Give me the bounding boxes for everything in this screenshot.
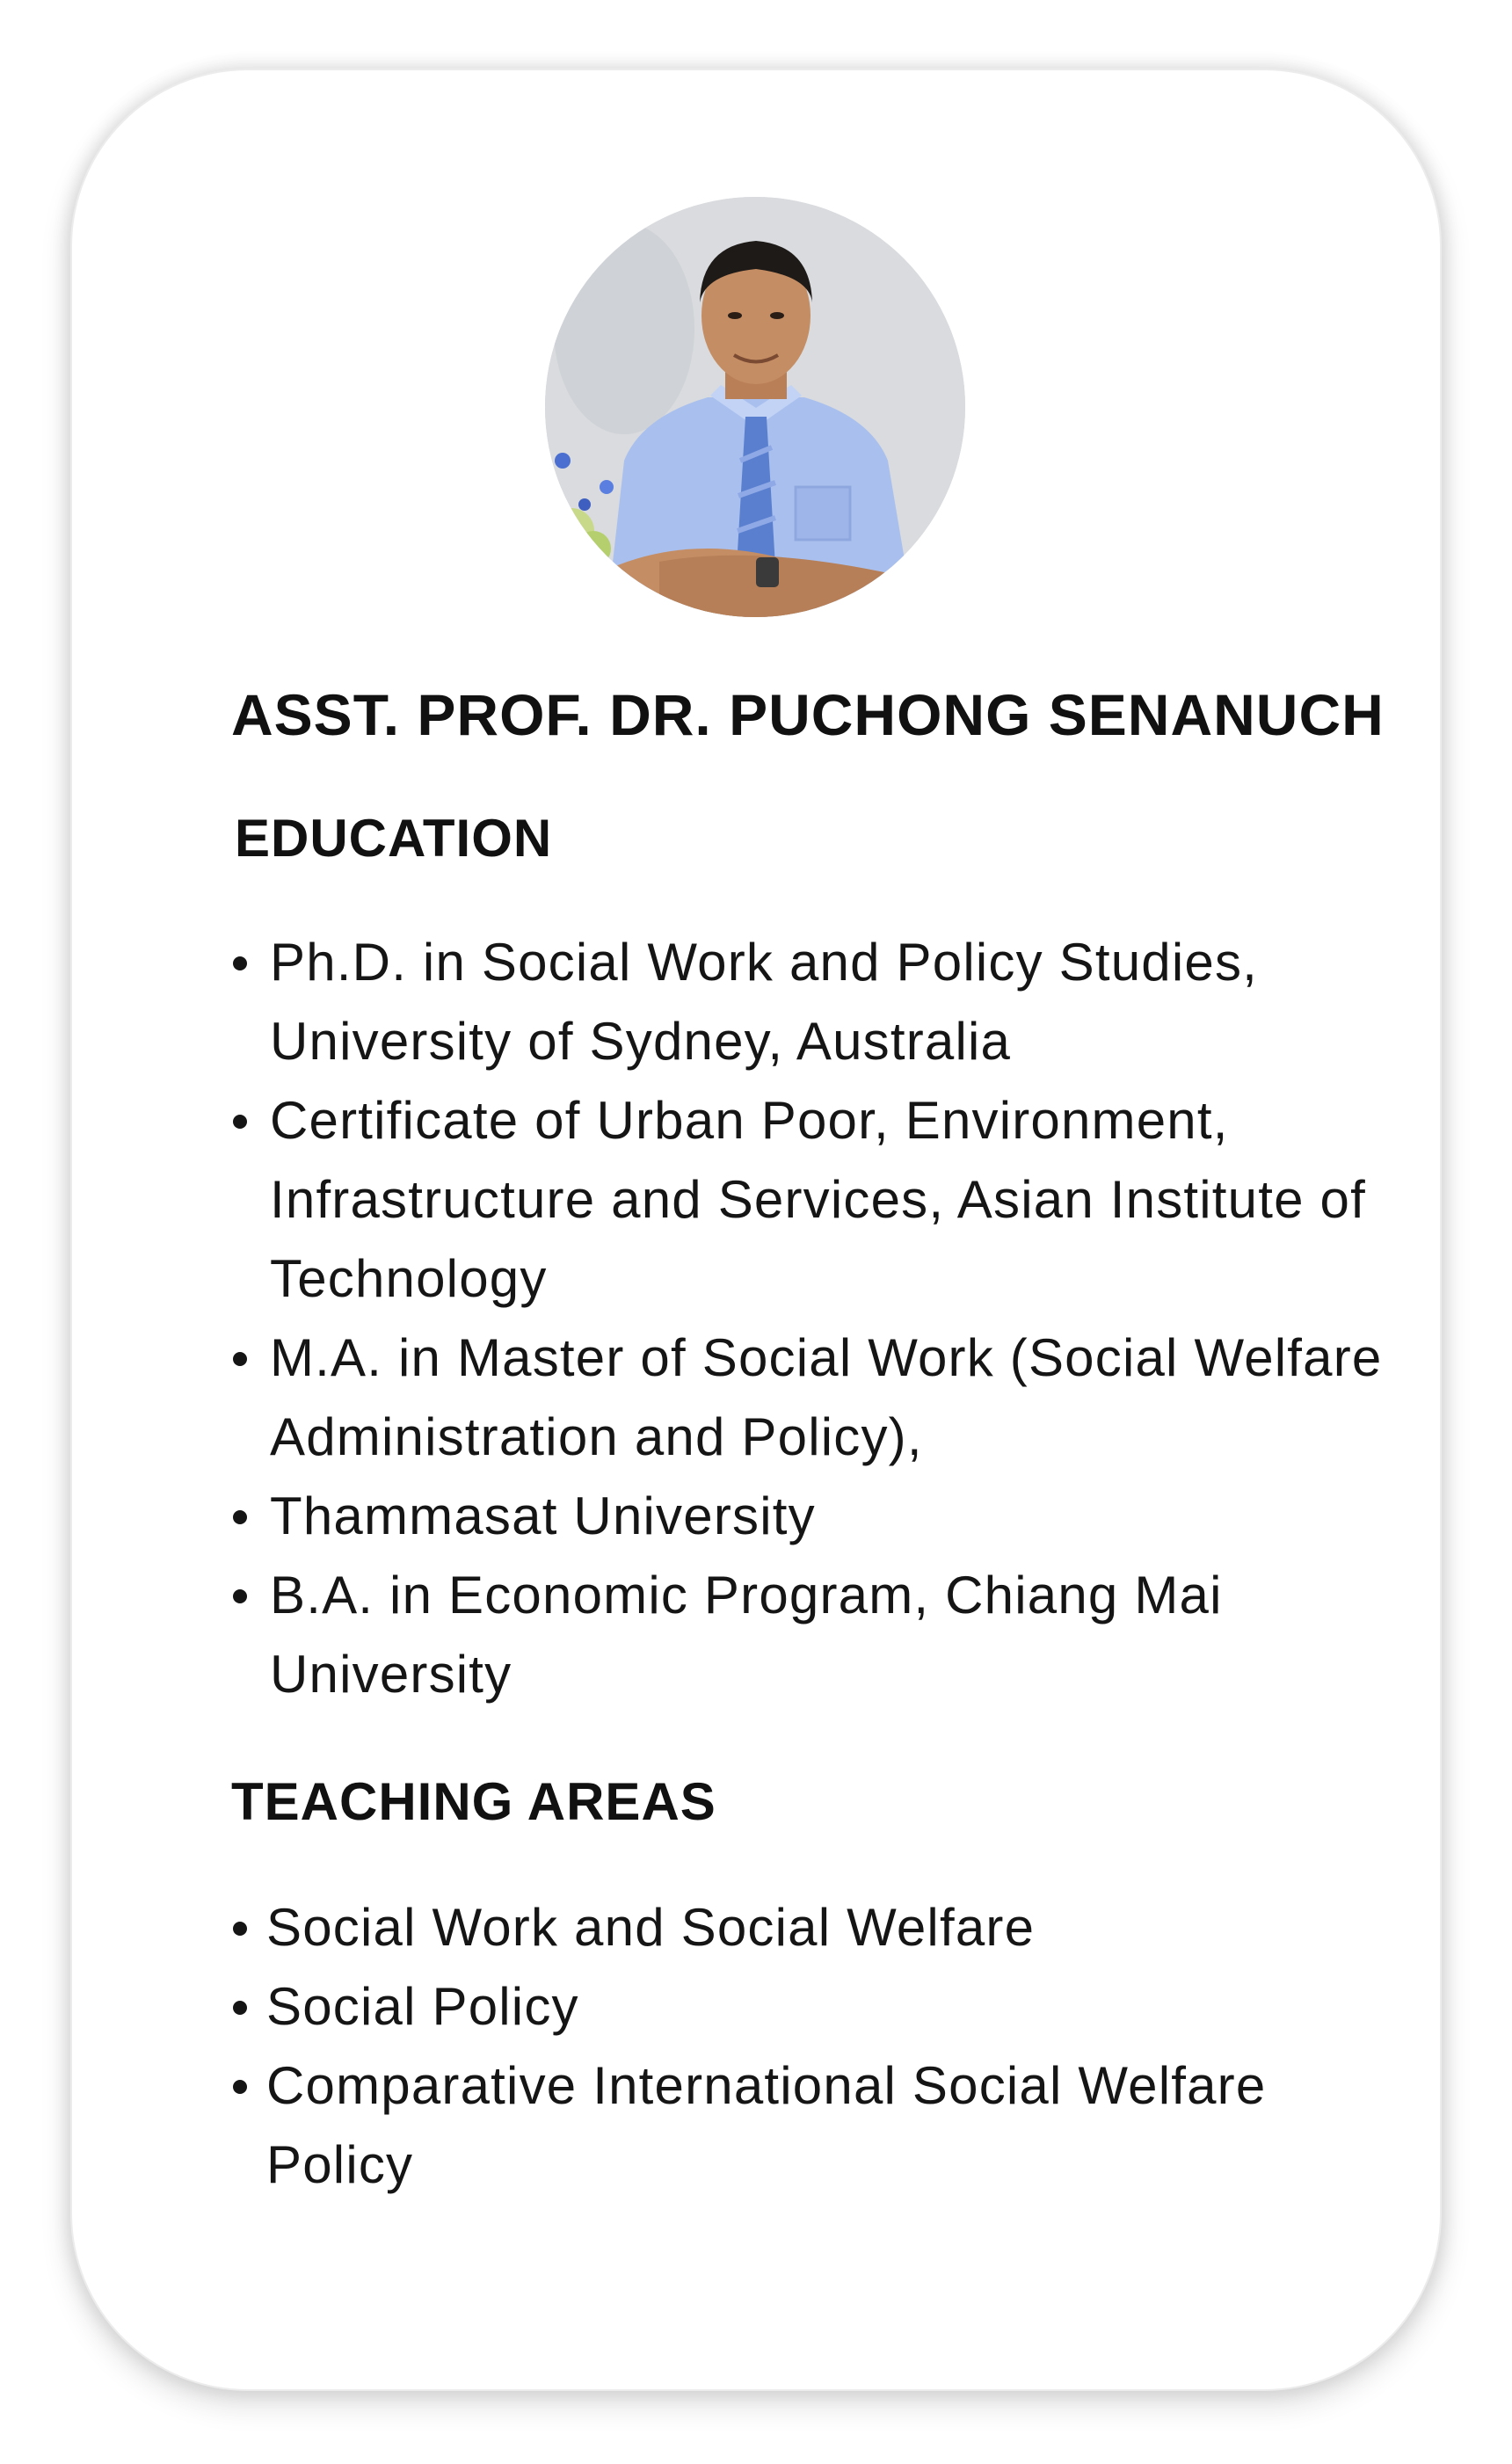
list-item: M.A. in Master of Social Work (Social Welfare Administration and Policy), xyxy=(231,1319,1392,1477)
profile-photo xyxy=(545,197,965,617)
teaching-areas-list xyxy=(231,1888,1392,2205)
list-item: Ph.D. in Social Work and Policy Studies, University of Sydney, Australia xyxy=(231,923,1392,1081)
list-item: B.A. in Economic Program, Chiang Mai University xyxy=(231,1556,1392,1714)
list-item: Comparative International Social Welfare Policy xyxy=(231,2046,1392,2205)
teaching-areas-title: TEACHING AREAS xyxy=(231,1772,716,1831)
profile-name: ASST. PROF. DR. PUCHONG SENANUCH xyxy=(231,682,1385,747)
profile-content xyxy=(231,675,1392,2205)
list-item: Social Work and Social Welfare xyxy=(231,1888,1392,1967)
education-list xyxy=(231,923,1392,1714)
portrait-illustration xyxy=(545,197,965,617)
list-item: Social Policy xyxy=(231,1967,1392,2046)
list-item: Thammasat University xyxy=(231,1477,1392,1556)
education-title: EDUCATION xyxy=(235,809,553,868)
list-item: Certificate of Urban Poor, Environment, Infrastructure and Services, Asian Institute of Technology xyxy=(231,1081,1392,1319)
